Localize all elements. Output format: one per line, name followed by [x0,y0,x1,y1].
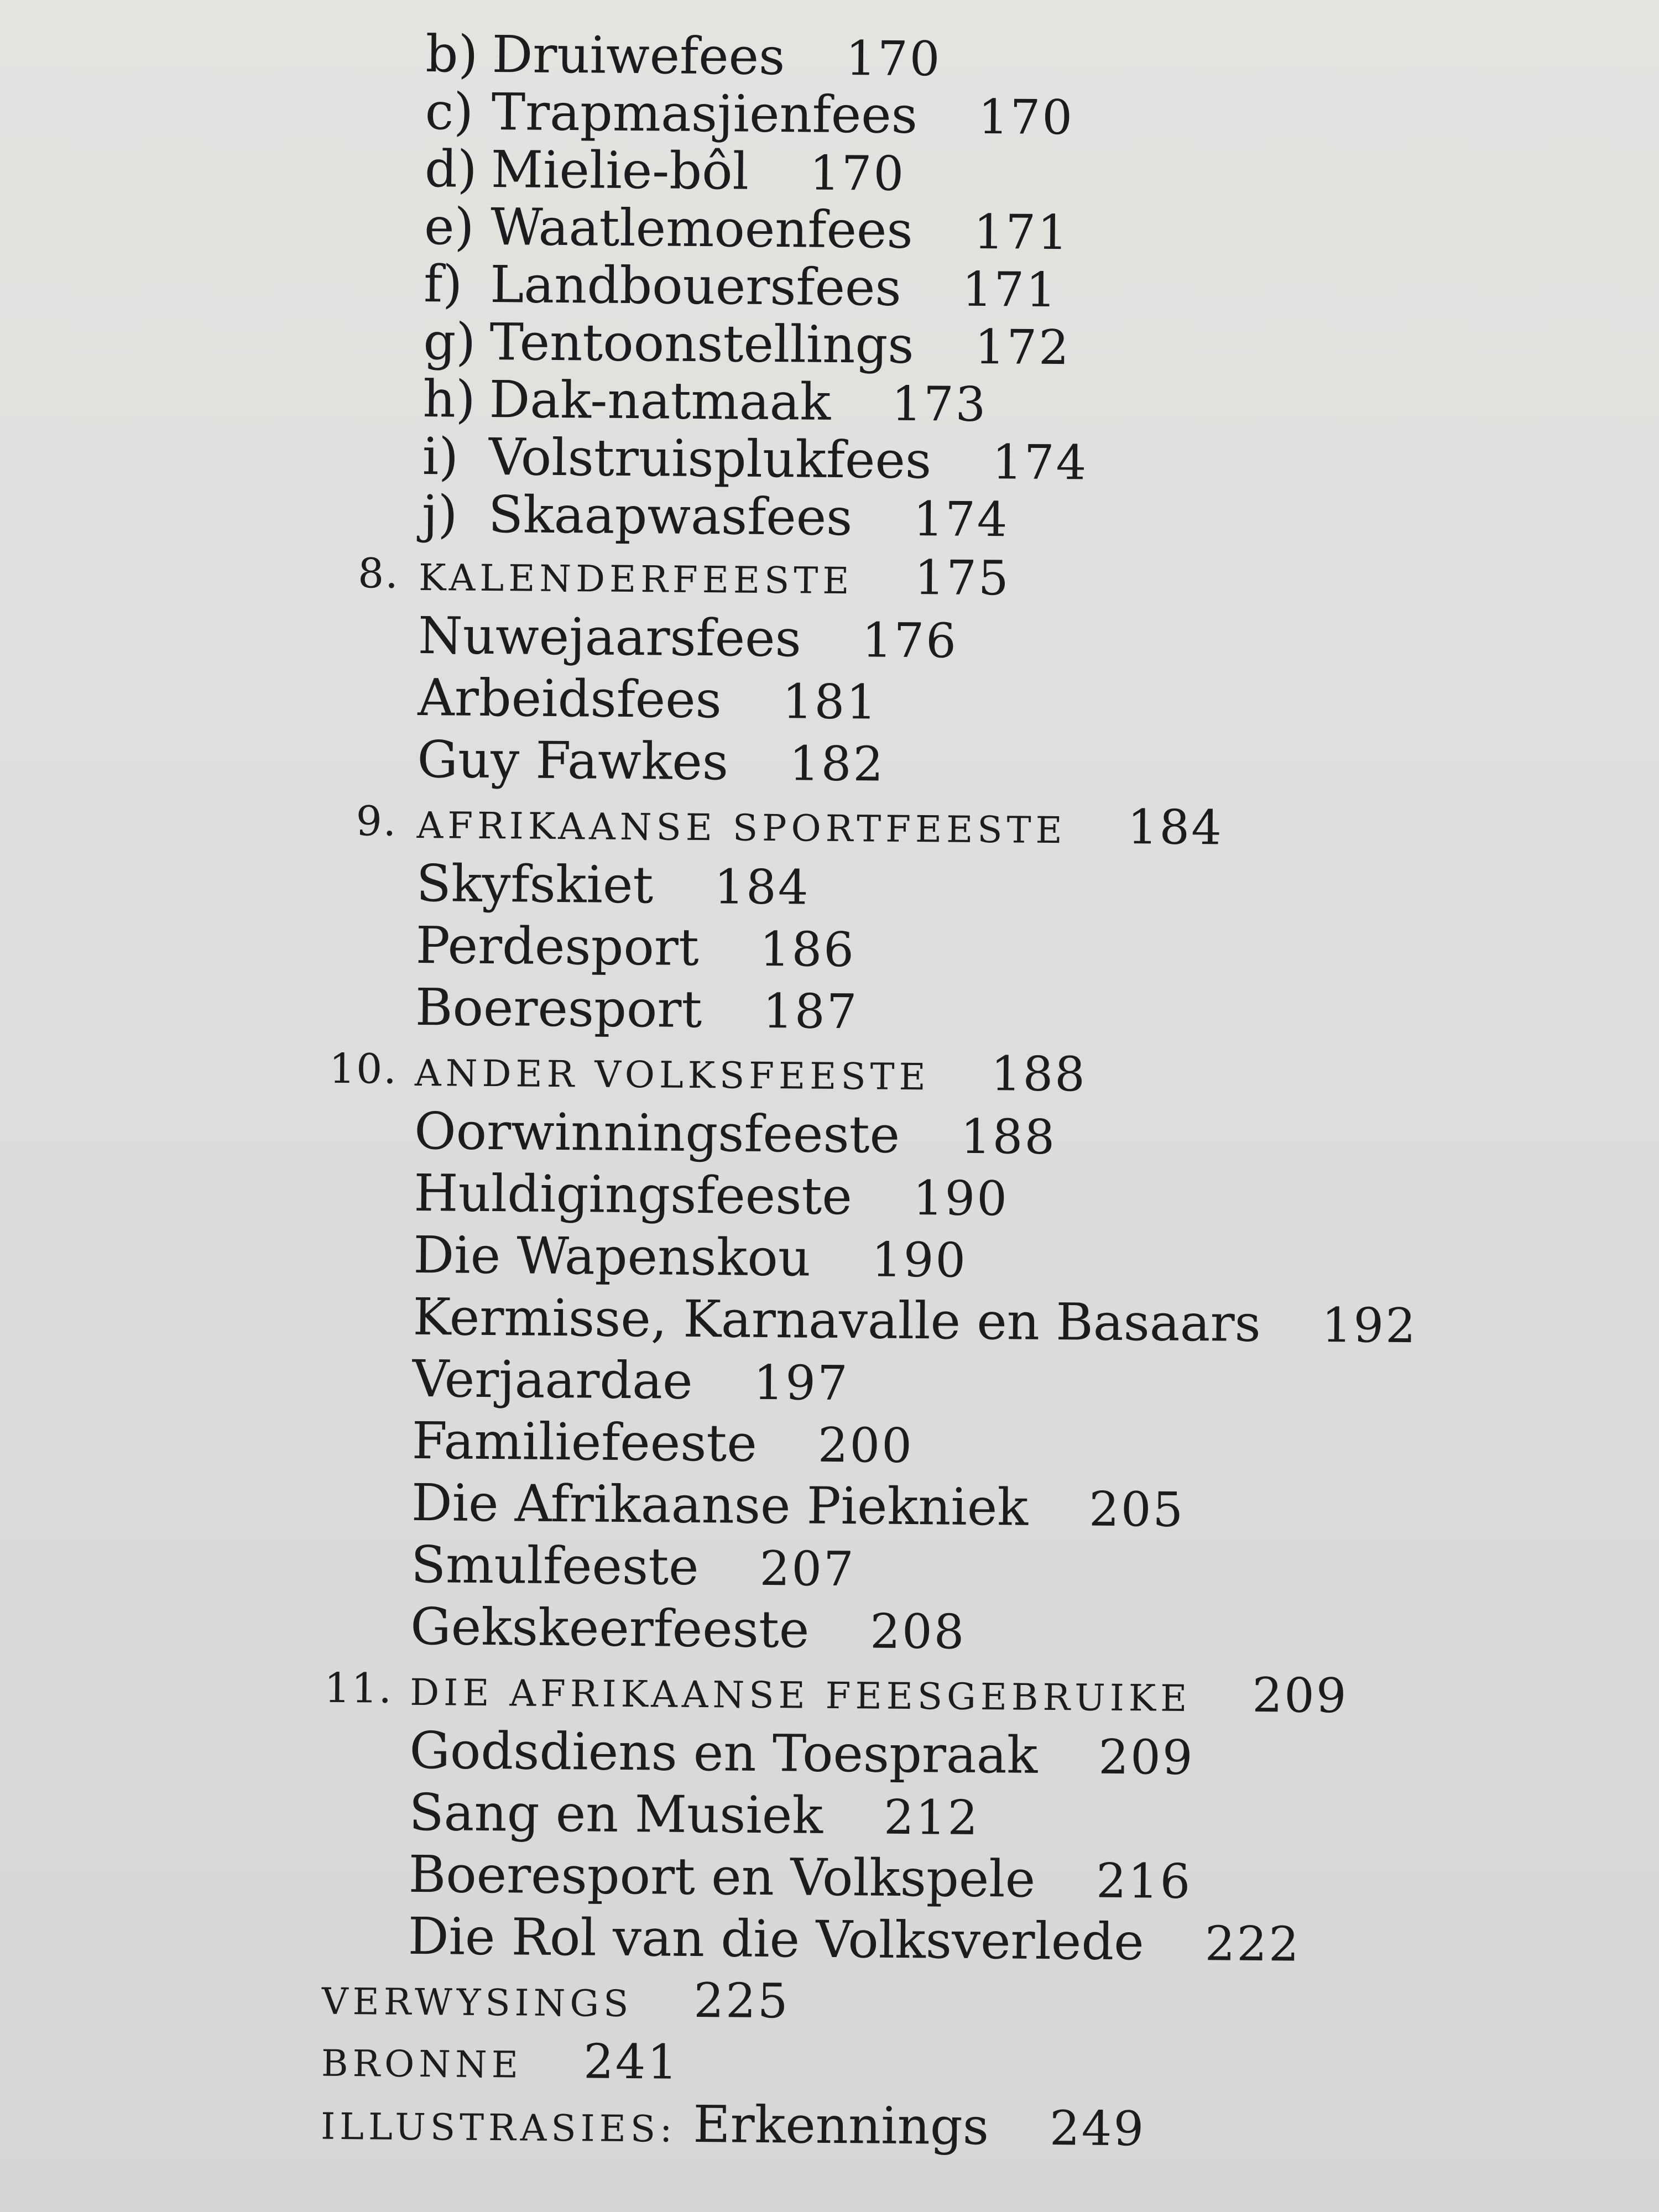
entry-title [425,25,942,88]
page-number: 208 [869,1604,966,1660]
page-number: 192 [1321,1297,1418,1354]
entry-text: Die Rol van die Volksverlede [408,1906,1145,1972]
entry-letter: c) [425,82,474,142]
chapter-number: 9. [356,797,398,846]
entry-text: Familiefeeste [411,1411,758,1473]
page-number: 186 [759,921,856,978]
entry-text: Nuwejaarsfees [418,606,802,669]
page-number: 209 [1098,1729,1194,1786]
page-number: 175 [914,550,1011,607]
backmatter-title [321,2091,1146,2164]
entry-title [408,1844,1192,1913]
page-number: 184 [713,859,810,916]
entry-title [422,486,1009,549]
entry-text: Boeresport [415,977,702,1040]
entry-title [414,1162,1009,1230]
page-number: 187 [762,983,859,1040]
page-number: 190 [912,1171,1009,1227]
entry-text: Boeresport en Volkspele [408,1844,1036,1909]
page-number: 249 [1049,2101,1146,2157]
entry-text: Die Afrikaanse Piekniek [411,1473,1029,1537]
chapter-number: 11. [324,1664,393,1713]
entry-text: ANDER VOLKSFEESTE [414,1051,931,1099]
chapter-number: 10. [328,1045,398,1093]
entry-title [418,605,958,672]
entry-text: Oorwinningsfeeste [414,1101,900,1165]
page-number: 174 [912,491,1009,548]
toc-backmatter [0,2088,1643,2163]
page-number: 216 [1095,1853,1192,1910]
entry-title [422,371,988,434]
entry-text: VERWYSINGS [321,1980,633,2026]
entry-title [414,1100,1057,1168]
entry-letter: h) [422,369,476,429]
entry-title [417,729,885,796]
entry-text: Mielie-bôl [491,139,749,201]
entry-text: Huldigingsfeeste [413,1163,853,1227]
entry-text: Smulfeeste [410,1535,700,1597]
page-number: 171 [973,204,1070,261]
chapter-title [415,1039,1087,1110]
entry-text: Guy Fawkes [417,729,729,792]
page-number: 181 [782,674,879,731]
entry-title [422,428,1088,492]
chapter-title [410,1658,1348,1731]
page-number: 170 [845,31,942,87]
page-number: 190 [871,1232,968,1288]
entry-title [424,198,1070,262]
page-number: 222 [1204,1916,1301,1973]
page-number: 170 [978,89,1074,146]
page-number: 241 [583,2034,680,2090]
entry-text: Gekskeerfeeste [410,1597,810,1660]
entry-title [416,853,810,919]
entry-text: Trapmasjienfees [491,82,918,145]
entry-text: Tentoonstellings [489,312,915,375]
entry-text: Die Wapenskou [413,1225,811,1288]
entry-text: Perdesport [415,915,700,977]
entry-text: Landbouersfees [489,254,902,317]
entry-title [409,1720,1194,1789]
entry-subtitle: Erkennings [693,2094,989,2157]
page-number: 182 [789,736,885,792]
entry-text: Verjaardae [412,1349,693,1411]
entry-title [412,1348,849,1415]
entry-title [408,1906,1301,1976]
entry-text: Arbeidsfees [418,667,722,730]
entry-title [409,1782,980,1849]
entry-title [415,977,859,1043]
page-number: 212 [883,1790,980,1846]
page-number: 188 [990,1046,1087,1103]
chapter-number: 8. [357,550,400,598]
page-number: 172 [974,319,1071,376]
entry-title [411,1534,856,1600]
entry-letter: g) [423,312,476,372]
page-number: 173 [891,376,988,433]
page-number: 205 [1088,1481,1185,1538]
entry-letter: j) [421,484,458,544]
entry-letter: e) [424,197,474,257]
page-number: 176 [862,613,958,669]
entry-text: Sang en Musiek [409,1782,823,1845]
table-of-contents [0,22,1659,2163]
entry-text: AFRIKAANSE SPORTFEESTE [416,804,1067,852]
chapter-title [416,791,1223,863]
entry-title [418,667,878,734]
entry-text: ILLUSTRASIES: [320,2105,677,2151]
entry-title [425,83,1074,147]
chapter-title [419,543,1010,613]
entry-text: Skyfskiet [416,853,654,915]
page-number: 170 [809,145,906,202]
page-number: 184 [1127,800,1224,856]
page-number: 200 [817,1417,914,1474]
entry-letter: i) [422,427,459,487]
entry-title [411,1472,1185,1541]
entry-text: BRONNE [321,2042,523,2086]
entry-title [423,313,1071,377]
page-number: 207 [759,1541,856,1598]
page-number: 171 [962,262,1058,319]
entry-text: DIE AFRIKAANSE FEESGEBRUIKE [409,1671,1192,1720]
entry-letter: b) [425,24,478,84]
entry-text: Waatlemoenfees [490,197,914,260]
entry-title [415,915,855,981]
page-number: 174 [992,435,1088,491]
entry-text: KALENDERFEESTE [418,556,854,603]
entry-text: Volstruisplukfees [488,427,932,491]
entry-title [410,1596,966,1663]
entry-letter: d) [424,139,478,199]
backmatter-title [321,2029,680,2098]
entry-title [425,140,906,203]
entry-letter: f) [423,254,463,314]
entry-title [424,255,1058,319]
entry-text: Druiwefees [492,24,785,87]
entry-title [413,1286,1417,1357]
entry-text: Dak-natmaak [489,369,831,432]
page-number: 188 [960,1109,1057,1166]
backmatter-title [321,1967,790,2037]
entry-text: Skaapwasfees [488,484,853,547]
page-number: 197 [753,1355,850,1412]
entry-text: Kermisse, Karnavalle en Basaars [413,1287,1261,1353]
entry-title [411,1410,914,1477]
page-number: 225 [693,1973,790,2030]
page-number: 209 [1252,1667,1348,1724]
entry-title [413,1224,968,1292]
entry-text: Godsdiens en Toespraak [409,1720,1038,1785]
